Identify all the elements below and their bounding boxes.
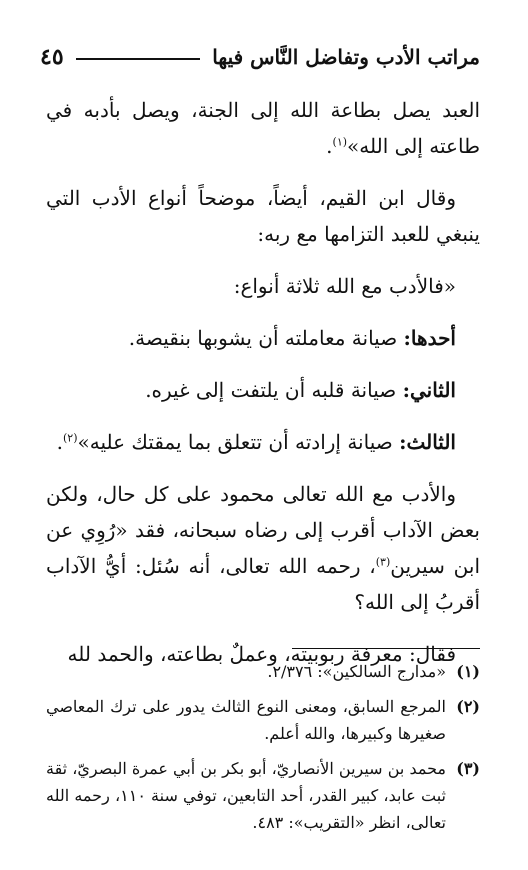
type-two-text: صيانة قلبه أن يلتفت إلى غيره. bbox=[145, 378, 403, 402]
footnote-1 bbox=[46, 658, 480, 685]
type-one-label: أحدها: bbox=[403, 326, 456, 350]
paragraph-8-text: فقال: معرفة ربوبيته، وعملٌ بطاعته، والحمد لله bbox=[67, 642, 456, 666]
footnote-rule bbox=[292, 648, 480, 649]
type-two-label: الثاني: bbox=[402, 378, 456, 402]
paragraph-3-text: «فالأدب مع الله ثلاثة أنواع: bbox=[233, 274, 456, 298]
page-number: ٤٥ bbox=[40, 44, 64, 70]
footnote-2 bbox=[46, 693, 480, 747]
type-one bbox=[46, 320, 480, 356]
footnote-number: (١) bbox=[456, 662, 480, 681]
footnote-text: «مدارج السالكين»: ٢/٣٧٦. bbox=[267, 662, 446, 681]
page-header bbox=[40, 40, 480, 74]
type-three-label: الثالث: bbox=[399, 430, 456, 454]
type-three-tail: . bbox=[56, 430, 63, 454]
paragraph-2-text: وقال ابن القيم، أيضاً، موضحاً أنواع الأدب التي ينبغي للعبد التزامها مع ربه: bbox=[46, 186, 480, 246]
paragraph-1 bbox=[46, 92, 480, 164]
footnote-text: المرجع السابق، ومعنى النوع الثالث يدور على ترك المعاصي صغيرها وكبيرها، والله أعلم. bbox=[46, 697, 446, 743]
footnotes bbox=[46, 658, 480, 844]
footnote-text: محمد بن سيرين الأنصاريّ، أبو بكر بن أبي عمرة البصريّ، ثقة ثبت عابد، كبير القدر، أحد التابعين، توفي سنة ١١٠، رحمه الله تعالى، انظر «التقريب»: ٤٨٣. bbox=[46, 759, 446, 832]
paragraph-3 bbox=[46, 268, 480, 304]
paragraph-2 bbox=[46, 180, 480, 252]
running-title: مراتب الأدب وتفاضل النَّاس فيها bbox=[212, 45, 480, 69]
type-one-text: صيانة معاملته أن يشوبها بنقيصة. bbox=[128, 326, 404, 350]
type-two bbox=[46, 372, 480, 408]
type-three bbox=[46, 424, 480, 460]
paragraph-7-tail: ، رحمه الله تعالى، أنه سُئل: أيُّ الآداب أقربُ إلى الله؟ bbox=[46, 554, 480, 614]
paragraph-1-text: العبد يصل بطاعة الله إلى الجنة، ويصل بأدبه في طاعته إلى الله» bbox=[46, 98, 480, 158]
footnote-ref-2: (٢) bbox=[63, 431, 78, 445]
footnote-number: (٢) bbox=[456, 697, 480, 716]
body-text bbox=[46, 92, 480, 688]
paragraph-1-tail: . bbox=[326, 134, 333, 158]
footnote-number: (٣) bbox=[456, 759, 480, 778]
footnote-ref-3: (٣) bbox=[375, 555, 391, 569]
header-rule bbox=[76, 58, 201, 60]
paragraph-7 bbox=[46, 476, 480, 620]
paragraph-7-text: والأدب مع الله تعالى محمود على كل حال، ولكن بعض الآداب أقرب إلى رضاه سبحانه، فقد «رُوِي عن ابن سيرين bbox=[46, 482, 480, 578]
footnote-3 bbox=[46, 755, 480, 836]
footnote-ref-1: (١) bbox=[332, 135, 348, 149]
type-three-text: صيانة إرادته أن تتعلق بما يمقتك عليه» bbox=[77, 430, 400, 454]
